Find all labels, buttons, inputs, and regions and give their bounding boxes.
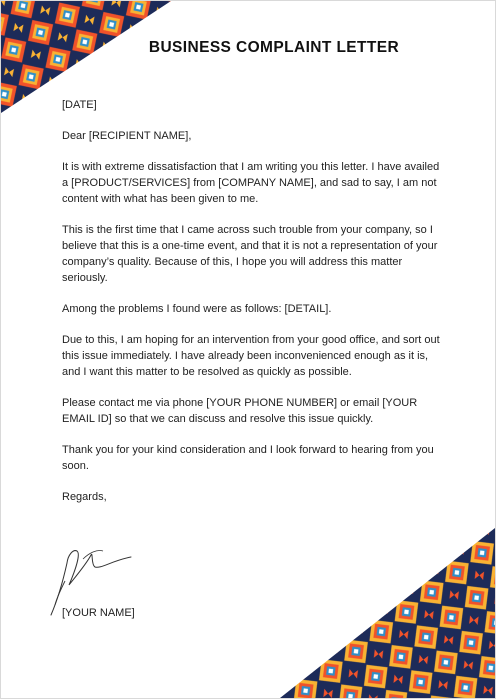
signer-name: [YOUR NAME]	[62, 607, 135, 619]
letter-paragraph: Please contact me via phone [YOUR PHONE NUMBER] or email [YOUR EMAIL ID] so that we can discuss and resolve this issue quickly.	[62, 397, 418, 425]
letter-paragraph: It is with extreme dissatisfaction that I am writing you this letter. I have availed a [PRODUCT/SERVICES] from [COMPANY NAME], and sad to say, I am not content with what has been given to me.	[62, 161, 440, 205]
letter-paragraph: Due to this, I am hoping for an intervention from your good office, and sort out this issue immediately. I have already been inconvenienced enough as it is, and I want this matter to be resolved as quickly as possible.	[62, 334, 440, 378]
letter-title: BUSINESS COMPLAINT LETTER	[148, 39, 400, 56]
decorative-pattern-bottom-right	[280, 528, 495, 698]
letter-salutation: Dear [RECIPIENT NAME],	[62, 130, 192, 142]
letter-paragraph: Among the problems I found were as follows: [DETAIL].	[62, 303, 332, 315]
letter-body	[62, 97, 442, 520]
letter-closing: Regards,	[62, 491, 107, 503]
letter-paragraph: Thank you for your kind consideration and I look forward to hearing from you soon.	[62, 444, 434, 472]
letter-paragraph: This is the first time that I came across such trouble from your company, so I believe that this is a one-time event, and that it is not a representation of your company’s quality. Because of this, I hope you will address this matter seriously.	[62, 224, 438, 284]
letter-date: [DATE]	[62, 99, 97, 111]
